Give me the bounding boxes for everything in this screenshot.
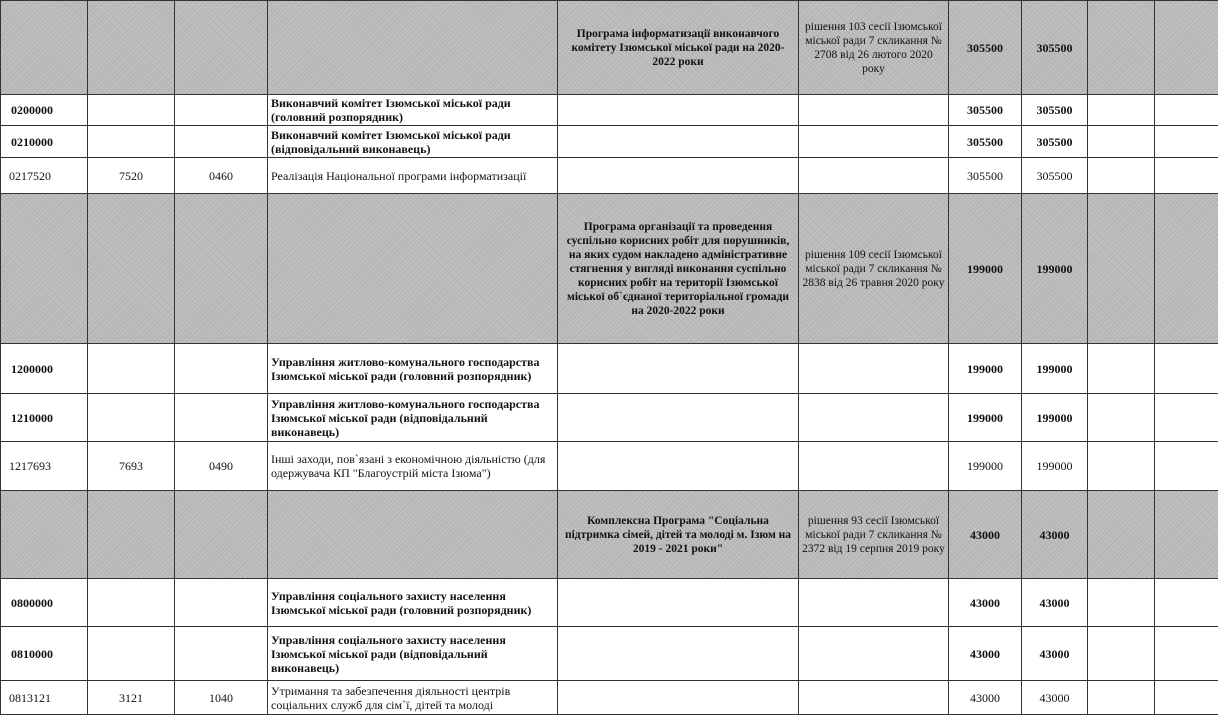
kfk-cell [88, 126, 175, 158]
table-row [1, 394, 1218, 442]
func-cell: 0460 [175, 158, 268, 194]
func-cell: 0490 [175, 442, 268, 491]
amount-total: 43000 [949, 491, 1022, 579]
amount-general: 199000 [1022, 394, 1088, 442]
kfk-cell: 7693 [88, 442, 175, 491]
amount-total: 199000 [949, 394, 1022, 442]
name-cell: Інші заходи, пов`язані з економічною діяльністю (для одержувача КП "Благоустрій міста Ізюма") [268, 442, 558, 491]
name-cell: Управління соціального захисту населення Ізюмської міської ради (головний розпорядник) [268, 579, 558, 627]
code-cell: 0813121 [1, 681, 88, 715]
kfk-cell: 7520 [88, 158, 175, 194]
amount-total: 305500 [949, 126, 1022, 158]
table-row [1, 126, 1218, 158]
table-row [1, 344, 1218, 394]
name-cell: Управління житлово-комунального господарства Ізюмської міської ради (відповідальний виконавець) [268, 394, 558, 442]
table-row [1, 158, 1218, 194]
program-decision: рішення 109 сесії Ізюмської міської ради 7 скликання № 2838 від 26 травня 2020 року [799, 194, 949, 344]
kfk-cell [88, 627, 175, 681]
func-cell: 1040 [175, 681, 268, 715]
table-row [1, 95, 1218, 126]
amount-total: 199000 [949, 442, 1022, 491]
program-decision: рішення 93 сесії Ізюмської міської ради 7 скликання № 2372 від 19 серпня 2019 року [799, 491, 949, 579]
program-decision: рішення 103 сесії Ізюмської міської ради 7 скликання № 2708 від 26 лютого 2020 року [799, 1, 949, 95]
table-row [1, 579, 1218, 627]
func-cell [175, 579, 268, 627]
name-cell: Виконавчий комітет Ізюмської міської ради (головний розпорядник) [268, 95, 558, 126]
program-title: Програма інформатизації виконавчого комітету Ізюмської міської ради на 2020-2022 роки [558, 1, 799, 95]
code-cell: 1217693 [1, 442, 88, 491]
func-cell [175, 126, 268, 158]
name-cell: Утримання та забезпечення діяльності центрів соціальних служб для сім`ї, дітей та молоді [268, 681, 558, 715]
amount-general: 305500 [1022, 126, 1088, 158]
amount-general: 199000 [1022, 442, 1088, 491]
name-cell: Управління житлово-комунального господарства Ізюмської міської ради (головний розпорядник) [268, 344, 558, 394]
name-cell: Виконавчий комітет Ізюмської міської ради (відповідальний виконавець) [268, 126, 558, 158]
table-row [1, 442, 1218, 491]
amount-general: 199000 [1022, 194, 1088, 344]
name-cell: Управління соціального захисту населення Ізюмської міської ради (відповідальний виконавець) [268, 627, 558, 681]
amount-total: 43000 [949, 579, 1022, 627]
func-cell [175, 394, 268, 442]
code-cell: 0800000 [1, 579, 88, 627]
amount-general: 199000 [1022, 344, 1088, 394]
program-row [1, 194, 1218, 344]
kfk-cell [88, 579, 175, 627]
amount-general: 43000 [1022, 627, 1088, 681]
amount-general: 43000 [1022, 681, 1088, 715]
code-cell: 0200000 [1, 95, 88, 126]
program-title: Програма організації та проведення суспільно корисних робіт для порушників, на яких судом накладено адміністративне стягнення у вигляді виконання суспільно корисних робіт на території Ізюмської міської об`єднаної територіальної громади на 2020-2022 роки [558, 194, 799, 344]
amount-total: 43000 [949, 681, 1022, 715]
func-cell [175, 627, 268, 681]
table-row [1, 681, 1218, 715]
amount-general: 43000 [1022, 491, 1088, 579]
code-cell: 1210000 [1, 394, 88, 442]
program-row [1, 1, 1218, 95]
amount-general: 305500 [1022, 95, 1088, 126]
program-title: Комплексна Програма "Соціальна підтримка сімей, дітей та молоді м. Ізюм на 2019 - 2021 роки" [558, 491, 799, 579]
code-cell: 0810000 [1, 627, 88, 681]
kfk-cell [88, 344, 175, 394]
amount-total: 305500 [949, 1, 1022, 95]
func-cell [175, 344, 268, 394]
code-cell: 0217520 [1, 158, 88, 194]
table-row [1, 627, 1218, 681]
func-cell [175, 95, 268, 126]
amount-general: 305500 [1022, 158, 1088, 194]
amount-general: 43000 [1022, 579, 1088, 627]
amount-total: 199000 [949, 344, 1022, 394]
kfk-cell: 3121 [88, 681, 175, 715]
amount-total: 43000 [949, 627, 1022, 681]
kfk-cell [88, 95, 175, 126]
amount-total: 305500 [949, 95, 1022, 126]
amount-total: 305500 [949, 158, 1022, 194]
program-row [1, 491, 1218, 579]
kfk-cell [88, 394, 175, 442]
name-cell: Реалізація Національної програми інформатизації [268, 158, 558, 194]
amount-total: 199000 [949, 194, 1022, 344]
code-cell: 0210000 [1, 126, 88, 158]
amount-general: 305500 [1022, 1, 1088, 95]
code-cell: 1200000 [1, 344, 88, 394]
